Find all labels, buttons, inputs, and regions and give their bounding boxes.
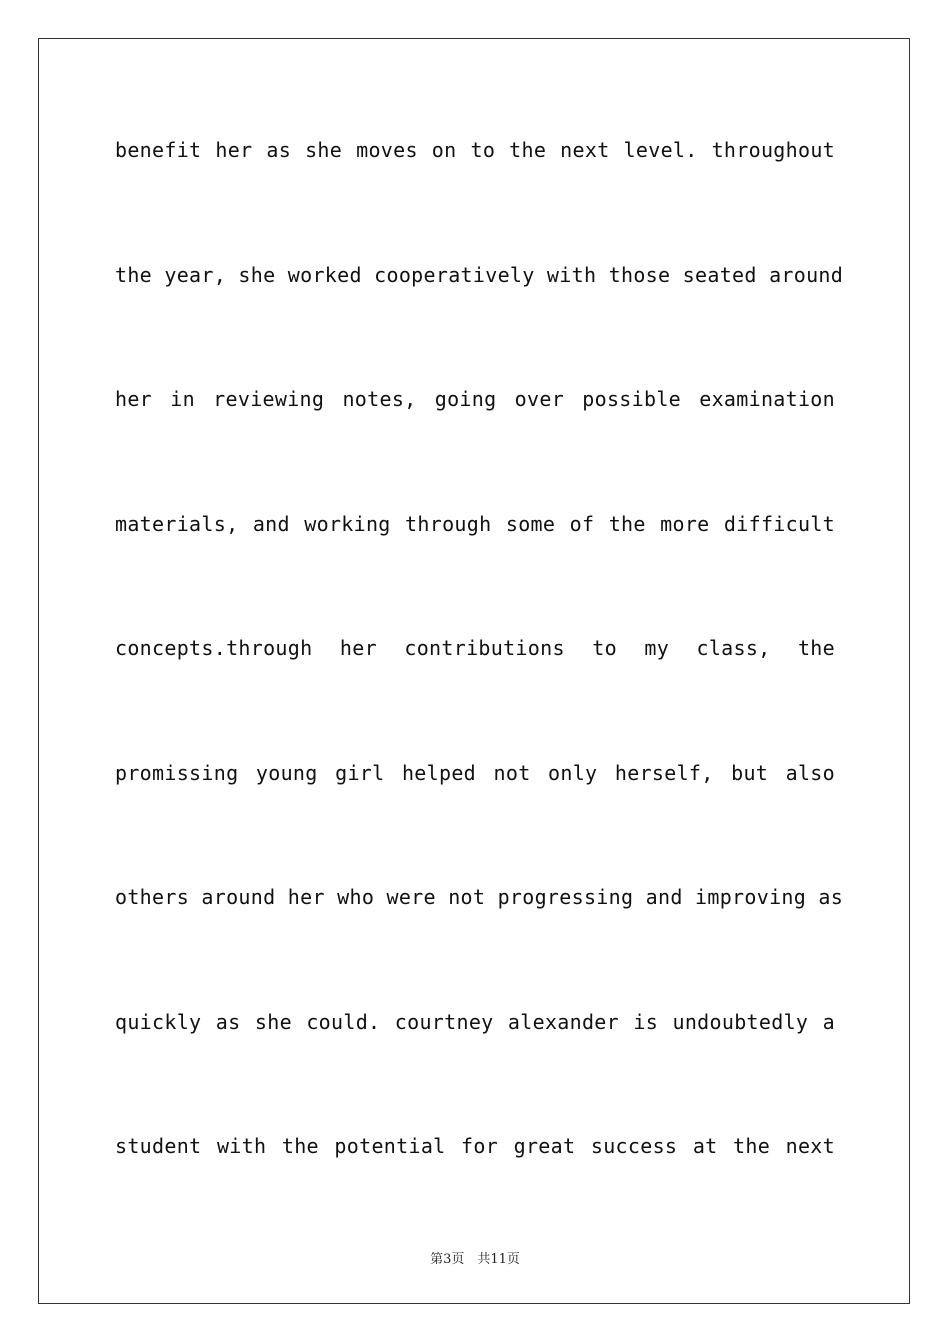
text-line-8: quickly as she could. courtney alexander is undoubtedly a [115,1009,835,1034]
text-line-9: student with the potential for great success at the next [115,1134,835,1158]
body-text [115,130,844,1251]
text-line-6: promissing young girl helped not only herself, but also [115,760,835,785]
text-line-4: materials, and working through some of the more difficult [115,511,835,536]
text-line-5: concepts.through her contributions to my class, the [115,636,835,660]
text-line-3: her in reviewing notes, going over possible examination [115,387,835,411]
text-line-1: benefit her as she moves on to the next level. throughout [115,138,835,162]
page-number-footer: 第3页 共11页 [430,1252,520,1267]
text-line-7: others around her who were not progressing and improving as [115,885,844,909]
text-line-2: the year, she worked cooperatively with those seated around [115,262,844,287]
